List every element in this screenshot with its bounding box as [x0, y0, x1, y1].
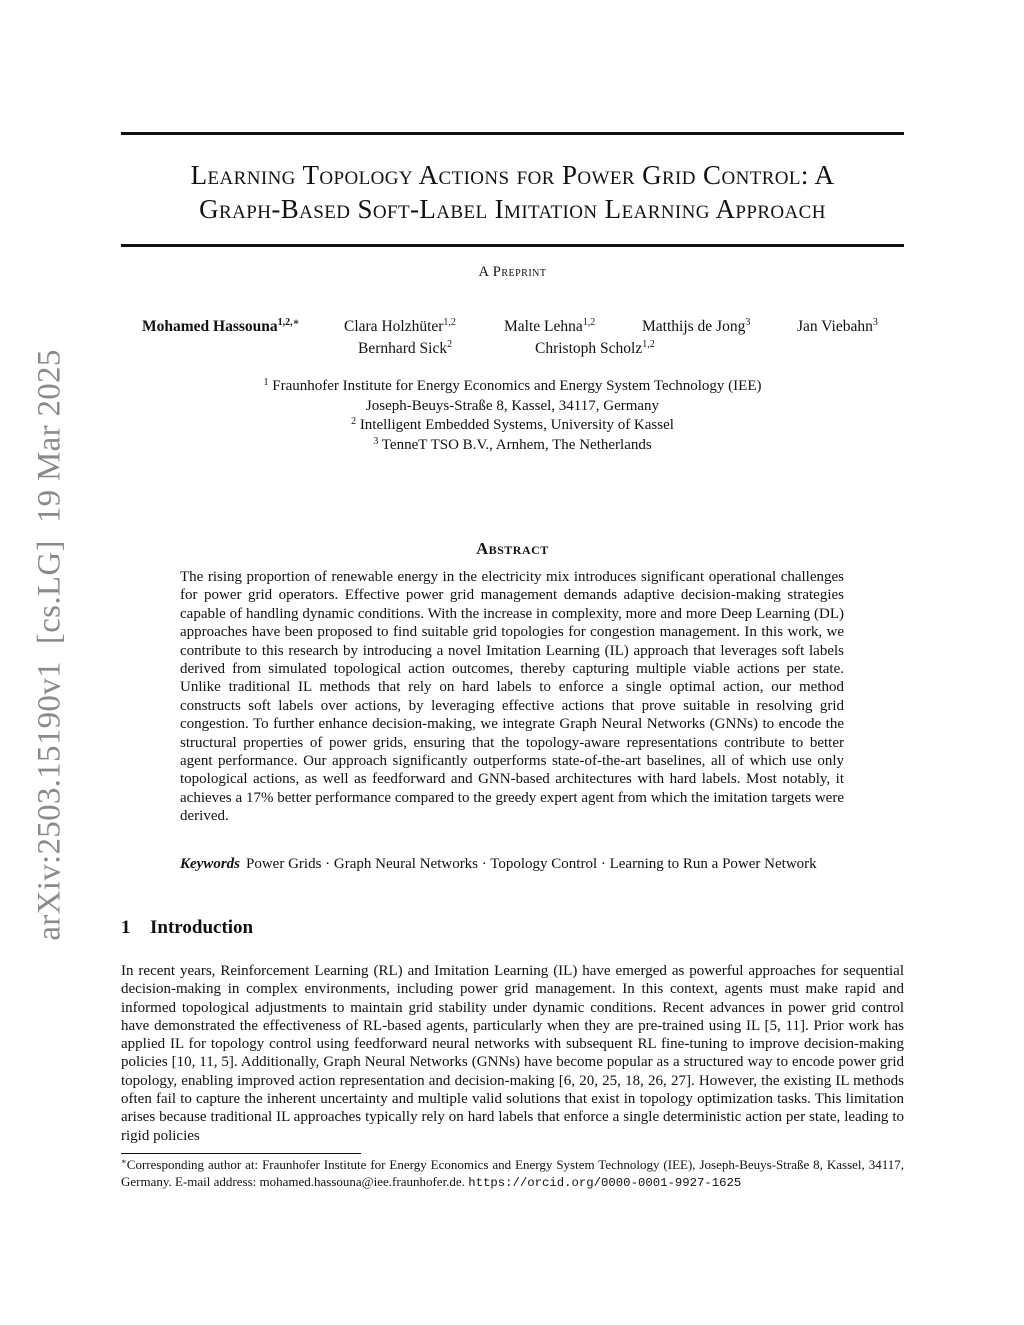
author-affil-sup: 2	[447, 339, 453, 350]
affiliation-text: Intelligent Embedded Systems, University of Kassel	[359, 417, 674, 433]
section-number: 1	[121, 917, 131, 938]
title-rule-bottom	[121, 244, 904, 247]
affiliation-1-address: Joseph-Beuys-Straße 8, Kassel, 34117, Germany	[365, 397, 660, 414]
author-affil-sup: 3	[872, 317, 878, 328]
author-affil-sup: 3	[745, 317, 751, 328]
author-name: Clara Holzhüter	[344, 318, 444, 335]
affiliations	[121, 377, 904, 455]
affiliation-1	[121, 377, 904, 397]
keywords-text: Power Grids · Graph Neural Networks · Topology Control · Learning to Run a Power Network	[246, 856, 817, 872]
arxiv-id[interactable]: arXiv:2503.15190v1	[31, 661, 68, 941]
footnote-rule	[121, 1153, 361, 1154]
author-3	[504, 318, 595, 336]
author-4	[642, 318, 750, 336]
paper-title	[121, 158, 904, 226]
affiliation-sup: 2	[351, 416, 357, 427]
author-name: Malte Lehna	[504, 318, 583, 335]
footnote-text: Corresponding author at: Fraunhofer Institute for Energy Economics and Energy System Technology (IEE), Joseph-Beuys-Straße 8, Kassel, 34117, Germany. E-mail address: mohamed.hassouna@iee.fraunhofer.de.	[121, 1157, 904, 1189]
author-name: Mohamed Hassouna	[142, 318, 278, 335]
author-affil-sup: 1,2	[443, 317, 456, 328]
author-affil-sup: 1,2,∗	[277, 317, 300, 328]
keywords-label: Keywords	[180, 856, 240, 872]
orcid-link[interactable]: https://orcid.org/0000-0001-9927-1625	[468, 1175, 742, 1190]
abstract-heading: Abstract	[476, 539, 549, 558]
author-7	[535, 340, 655, 358]
title-line-2: Graph-Based Soft-Label Imitation Learning Approach	[199, 194, 826, 224]
author-name: Christoph Scholz	[535, 340, 643, 357]
section-title: Introduction	[150, 917, 254, 938]
arxiv-category: [cs.LG]	[31, 540, 68, 645]
author-affil-sup: 1,2	[582, 317, 596, 328]
author-name: Bernhard Sick	[358, 340, 448, 357]
keywords	[180, 855, 844, 873]
author-name: Matthijs de Jong	[642, 318, 746, 335]
abstract-text: The rising proportion of renewable energy in the electricity mix introduces significant operational challenges for power grid operators. Effective power grid management demands adaptive decision-making strategies capable of handling dynamic conditions. With the increase in complexity, more and more Deep Learning (DL) approaches have been proposed to find suitable grid topologies for congestion management. In this work, we contribute to this research by introducing a novel Imitation Learning (IL) approach that leverages soft labels derived from simulated topological action outcomes, thereby capturing multiple viable actions per state. Unlike traditional IL methods that rely on hard labels to enforce a single optimal action, our method constructs soft labels over actions, by leveraging effective actions that prove suitable in resolving grid congestion. To further enhance decision-making, we integrate Graph Neural Networks (GNNs) to encode the structural properties of power grids, ensuring that the topology-aware representations contribute to better agent performance. Our approach significantly outperforms state-of-the-art baselines, all of which use only topological actions, as well as feedforward and GNN-based architectures with hard labels. Most notably, it achieves a 17% better performance compared to the greedy expert agent from which the imitation targets were derived.	[180, 569, 844, 825]
affiliation-2	[121, 416, 904, 436]
arxiv-stamp	[32, 349, 69, 940]
title-line-1: Learning Topology Actions for Power Grid Control: A	[190, 160, 835, 190]
affiliation-sup: 1	[263, 377, 269, 388]
title-rule-top	[121, 132, 904, 135]
affiliation-sup: 3	[373, 435, 379, 447]
author-6	[358, 340, 452, 358]
preprint-label: A Preprint	[478, 264, 547, 280]
affiliation-3	[121, 436, 904, 456]
author-name: Jan Viebahn	[797, 318, 873, 335]
author-5	[797, 318, 878, 336]
author-affil-sup: 1,2	[642, 339, 655, 350]
author-2	[344, 318, 456, 336]
introduction-text: In recent years, Reinforcement Learning (RL) and Imitation Learning (IL) have emerged as powerful approaches for sequential decision-making in complex environments, including power grid management. In this context, agents must make rapid and informed topological adjustments to maintain grid stability under dynamic conditions. Recent advances in power grid control have demonstrated the effectiveness of RL-based agents, particularly when they are pre-trained using IL [5, 11]. Prior work has applied IL for topology control using feedforward neural networks with subsequent RL fine-tuning to improve decision-making policies [10, 11, 5]. Additionally, Graph Neural Networks (GNNs) have become popular as a structured way to encode power grid topology, enabling improved action representation and decision-making [6, 20, 25, 18, 26, 27]. However, the existing IL methods often fail to capture the inherent uncertainty and multiple valid solutions that exist in topology optimization tasks. This limitation arises because traditional IL approaches typically rely on hard labels that enforce a single deterministic action per state, leading to rigid policies	[121, 963, 904, 1144]
author-1	[142, 318, 300, 336]
section-heading-introduction	[121, 917, 253, 939]
footnote	[121, 1157, 904, 1192]
footnote-marker: ∗	[121, 1156, 127, 1166]
affiliation-text: TenneT TSO B.V., Arnhem, The Netherlands	[381, 436, 652, 453]
arxiv-date: 19 Mar 2025	[31, 349, 68, 524]
affiliation-text: Fraunhofer Institute for Energy Economics and Energy System Technology (IEE)	[272, 378, 762, 394]
